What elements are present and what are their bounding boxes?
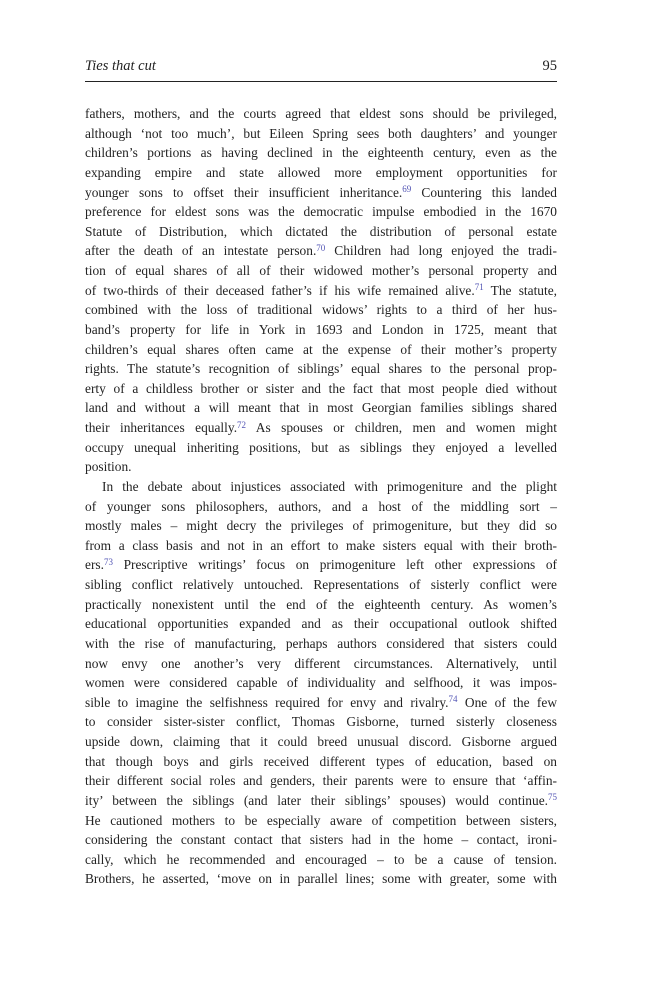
text-run: younger sons to offset their insufficient inheritance. bbox=[85, 184, 403, 200]
text-run: Prescriptive writings’ focus on primogeniture left other expressions of bbox=[112, 557, 557, 573]
text-run: sible to imagine the selfishness required for envy and rivalry. bbox=[85, 694, 449, 710]
text-line bbox=[85, 261, 557, 281]
text-line bbox=[85, 143, 557, 163]
text-line bbox=[85, 379, 557, 399]
text-run: women were considered capable of individuality and selfhood, it was impos- bbox=[85, 675, 557, 691]
text-line bbox=[85, 163, 557, 183]
text-line bbox=[85, 555, 557, 575]
text-run: preference for eldest sons was the democratic impulse embodied in the 1670 bbox=[85, 204, 557, 220]
text-run: cally, which he recommended and encouraged – to be a cause of tension. bbox=[85, 851, 557, 867]
text-line bbox=[85, 732, 557, 752]
text-line bbox=[85, 300, 557, 320]
text-line bbox=[85, 183, 557, 203]
text-line bbox=[85, 241, 557, 261]
text-run: ity’ between the siblings (and later their siblings’ spouses) would continue. bbox=[85, 792, 548, 808]
text-line bbox=[85, 595, 557, 615]
text-run: expanding empire and state allowed more employment opportunities for bbox=[85, 164, 557, 180]
text-run: sibling conflict relatively untouched. Representations of sisterly conflict were bbox=[85, 577, 557, 592]
text-line bbox=[85, 673, 557, 693]
text-run: ers. bbox=[85, 557, 104, 573]
text-line bbox=[85, 124, 557, 144]
text-line bbox=[85, 320, 557, 340]
text-run: erty of a childless brother or sister and the fact that most people died without bbox=[85, 380, 557, 396]
text-line bbox=[85, 791, 557, 811]
footnote-ref-72[interactable]: 72 bbox=[237, 419, 247, 430]
paragraph-2 bbox=[85, 477, 557, 889]
text-line bbox=[85, 693, 557, 713]
text-line bbox=[85, 222, 557, 242]
text-line bbox=[85, 752, 557, 772]
text-line bbox=[85, 516, 557, 536]
footnote-ref-75[interactable]: 75 bbox=[548, 792, 557, 803]
text-run: their inheritances equally. bbox=[85, 420, 238, 435]
page-number: 95 bbox=[542, 58, 557, 74]
text-run: Countering this landed bbox=[411, 184, 557, 200]
text-run: The statute, bbox=[483, 282, 558, 298]
text-run: He cautioned mothers to be especially aware of competition between sisters, bbox=[85, 812, 557, 828]
text-run: to consider sister-sister conflict, Thomas Gisborne, turned sisterly closeness bbox=[85, 714, 557, 730]
text-run: In the debate about injustices associated with primogeniture and the plight bbox=[102, 478, 557, 494]
paragraph-1 bbox=[85, 104, 557, 477]
footnote-ref-73[interactable]: 73 bbox=[103, 556, 113, 567]
text-run: of younger sons philosophers, authors, and a host of the middling sort – bbox=[85, 498, 557, 514]
text-line bbox=[85, 771, 557, 791]
text-run: now envy one another’s very different circumstances. Alternatively, until bbox=[85, 655, 557, 671]
text-line bbox=[85, 830, 557, 850]
footnote-ref-74[interactable]: 74 bbox=[448, 694, 458, 705]
text-line bbox=[85, 869, 557, 889]
text-run: children’s portions as having declined in the eighteenth century, even as the bbox=[85, 145, 557, 161]
text-line bbox=[85, 634, 557, 654]
text-line bbox=[85, 438, 557, 458]
text-run: upside down, claiming that it could breed unusual discord. Gisborne argued bbox=[85, 734, 557, 749]
text-run: One of the few bbox=[457, 694, 558, 710]
text-line bbox=[85, 497, 557, 517]
text-run: rights. The statute’s recognition of siblings’ equal shares to the personal prop- bbox=[85, 361, 557, 377]
text-line bbox=[85, 477, 557, 497]
text-run: Children had long enjoyed the tradi- bbox=[325, 243, 557, 259]
text-line bbox=[85, 281, 557, 301]
text-run: educational opportunities expanded and as their occupational outlook shifted bbox=[85, 616, 557, 632]
text-line bbox=[85, 712, 557, 732]
text-run: Statute of Distribution, which dictated the distribution of personal estate bbox=[85, 223, 557, 239]
text-line bbox=[85, 811, 557, 831]
text-run: occupy unequal inheriting positions, but as siblings they enjoyed a levelled bbox=[85, 439, 557, 455]
text-line bbox=[85, 340, 557, 360]
text-run: their different social roles and genders, their parents were to ensure that ‘affin- bbox=[85, 773, 557, 789]
text-run: mostly males – might decry the privileges of primogeniture, but they did so bbox=[85, 518, 557, 534]
running-header bbox=[85, 58, 557, 82]
text-run: although ‘not too much’, but Eileen Spring sees both daughters’ and younger bbox=[85, 125, 557, 141]
running-header-title: Ties that cut bbox=[85, 58, 156, 74]
text-run: position. bbox=[85, 459, 132, 475]
text-line bbox=[85, 202, 557, 222]
text-line bbox=[85, 359, 557, 379]
text-body bbox=[85, 104, 557, 889]
text-run: fathers, mothers, and the courts agreed that eldest sons should be privileged, bbox=[85, 106, 557, 121]
footnote-ref-70[interactable]: 70 bbox=[316, 242, 326, 253]
text-run: As spouses or children, men and women might bbox=[246, 420, 557, 435]
text-line bbox=[85, 536, 557, 556]
text-line bbox=[85, 614, 557, 634]
text-run: band’s property for life in York in 1693 and London in 1725, meant that bbox=[85, 321, 557, 337]
text-run: land and without a will meant that in most Georgian families siblings shared bbox=[85, 400, 557, 416]
text-line bbox=[85, 457, 557, 477]
text-run: Brothers, he asserted, ‘move on in parallel lines; some with greater, some with bbox=[85, 871, 557, 887]
text-line bbox=[85, 104, 557, 124]
text-run: practically nonexistent until the end of the eighteenth century. As women’s bbox=[85, 596, 557, 612]
text-run: children’s equal shares often came at the expense of their mother’s property bbox=[85, 341, 557, 357]
footnote-ref-71[interactable]: 71 bbox=[474, 282, 484, 293]
text-run: considering the constant contact that sisters had in the home – contact, ironi- bbox=[85, 832, 557, 848]
text-run: tion of equal shares of all of their widowed mother’s personal property and bbox=[85, 263, 557, 278]
footnote-ref-69[interactable]: 69 bbox=[402, 184, 412, 194]
text-line bbox=[85, 575, 557, 595]
text-run: combined with the loss of traditional widows’ rights to a third of her hus- bbox=[85, 302, 557, 318]
text-line bbox=[85, 398, 557, 418]
text-run: from a class basis and not in an effort to make sisters equal with their broth- bbox=[85, 537, 557, 553]
text-line bbox=[85, 850, 557, 870]
text-line bbox=[85, 654, 557, 674]
text-run: after the death of an intestate person. bbox=[85, 243, 317, 259]
text-line bbox=[85, 418, 557, 438]
text-run: that though boys and girls received different types of education, based on bbox=[85, 753, 557, 769]
text-run: with the rise of manufacturing, perhaps authors considered that sisters could bbox=[85, 635, 557, 651]
text-run: of two-thirds of their deceased father’s if his wife remained alive. bbox=[85, 282, 475, 298]
